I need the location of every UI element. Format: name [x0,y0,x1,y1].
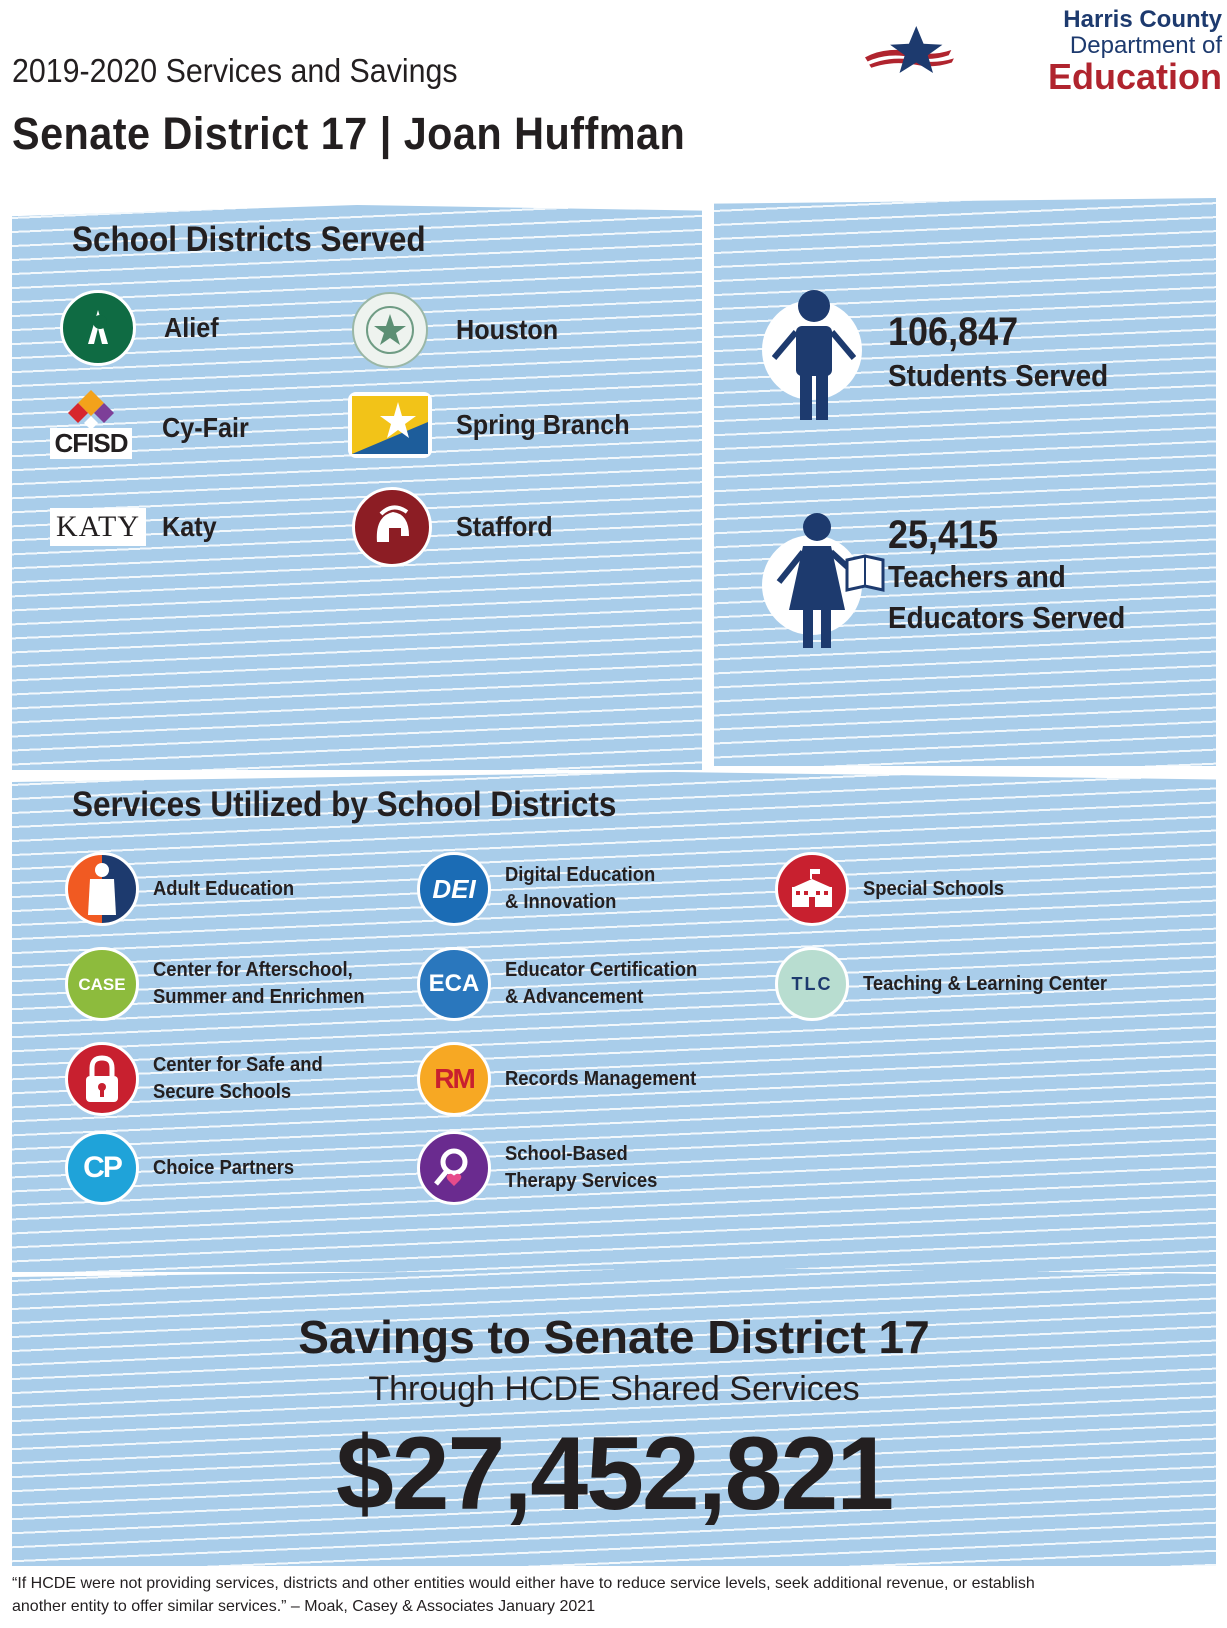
eca-logo-text: ECA [428,970,480,997]
district-label: Spring Branch [456,409,630,440]
service-choice-partners [65,1131,306,1205]
district-label: Katy [162,511,217,542]
service-teaching-learning-center [775,947,1128,1021]
service-safe-secure-schools [65,1042,337,1116]
service-label-line1: School-Based [505,1143,628,1165]
stafford-spartan-logo-icon [352,487,432,567]
case-for-kids-icon [65,947,139,1021]
dei-icon [417,852,491,926]
katy-logo-icon [50,508,146,546]
houston-isd-seal-icon [352,292,428,368]
service-educator-certification [417,947,714,1021]
students-served-count: 106,847 [888,310,1019,354]
alief-logo-icon [60,290,136,366]
services-heading: Services Utilized by School Districts [72,785,617,824]
spring-branch-logo-icon [348,392,432,458]
therapy-heart-icon [417,1131,491,1205]
savings-heading: Savings to Senate District 17 [298,1311,930,1363]
district-cy-fair [50,388,258,468]
service-label: Choice Partners [153,1156,295,1179]
service-label-line2: & Advancement [505,986,644,1008]
hcde-logo-text [1030,6,1222,96]
service-label-line2: & Innovation [505,891,617,913]
service-special-schools [775,852,1016,926]
service-label-line1: Digital Education [505,864,656,886]
logo-line-department: Department of [1069,32,1222,59]
tlc-logo-text: TLC [791,973,833,994]
savings-amount: $27,452,821 [335,1416,893,1532]
district-label: Houston [456,314,559,345]
service-label-line1: Center for Safe and [153,1054,323,1076]
tlc-icon [775,947,849,1021]
service-label-line1: Educator Certification [505,959,698,981]
records-management-icon [417,1042,491,1116]
case-logo-text: CASE [78,974,126,994]
teacher-icon [775,510,885,650]
footer-quote-line1: “If HCDE were not providing services, districts and other entities would either have to reduce service levels, seek additional revenue, or establish [12,1575,1035,1592]
cfisd-logo-icon [50,388,132,468]
district-houston [352,292,570,368]
teachers-served-label-1: Teachers and [888,559,1066,594]
district-alief [60,290,225,366]
footer-quote [12,1572,1222,1618]
district-stafford [352,487,563,567]
service-label-line1: Center for Afterschool, [153,959,353,981]
students-served-label: Students Served [888,358,1109,393]
service-case-for-kids [65,947,383,1021]
service-label-line2: Secure Schools [153,1081,292,1103]
rm-logo-text: RM [434,1063,474,1094]
teachers-served-label-2: Educators Served [888,600,1126,635]
cfisd-logo-text: CFISD [50,428,132,459]
footer-quote-line2: another entity to offer similar services.” – Moak, Casey & Associates January 2021 [12,1598,596,1615]
page-title: Senate District 17 | Joan Huffman [12,108,686,159]
service-label: Adult Education [153,877,295,900]
logo-line-harris-county: Harris County [1063,6,1222,33]
service-adult-education [65,852,306,926]
choice-partners-icon [65,1131,139,1205]
service-records-management [417,1042,713,1116]
districts-heading: School Districts Served [72,220,426,259]
service-label: Special Schools [863,877,1005,900]
dei-logo-text: DEI [432,873,476,904]
service-label: Teaching & Learning Center [863,972,1108,995]
district-spring-branch [348,392,649,458]
lock-icon [65,1042,139,1116]
district-label: Cy-Fair [162,412,249,443]
adult-education-icon [65,852,139,926]
page-subtitle: 2019-2020 Services and Savings [12,52,458,89]
savings-subheading: Through HCDE Shared Services [368,1370,860,1408]
hcde-star-logo-icon [865,2,1035,98]
katy-logo-text: KATY [56,510,140,543]
service-label: Records Management [505,1067,697,1090]
district-katy [50,508,223,546]
school-building-icon [775,852,849,926]
service-label-line2: Therapy Services [505,1170,658,1192]
logo-line-education: Education [1047,56,1222,97]
teachers-served-count: 25,415 [888,513,999,557]
cp-logo-text: CP [83,1151,121,1184]
district-label: Stafford [456,511,553,542]
stats-panel [714,198,1216,766]
district-label: Alief [164,312,219,343]
eca-icon [417,947,491,1021]
service-school-based-therapy [417,1131,671,1205]
service-digital-education [417,852,668,926]
service-label-line2: Summer and Enrichmen [153,986,365,1008]
student-icon [772,288,856,423]
